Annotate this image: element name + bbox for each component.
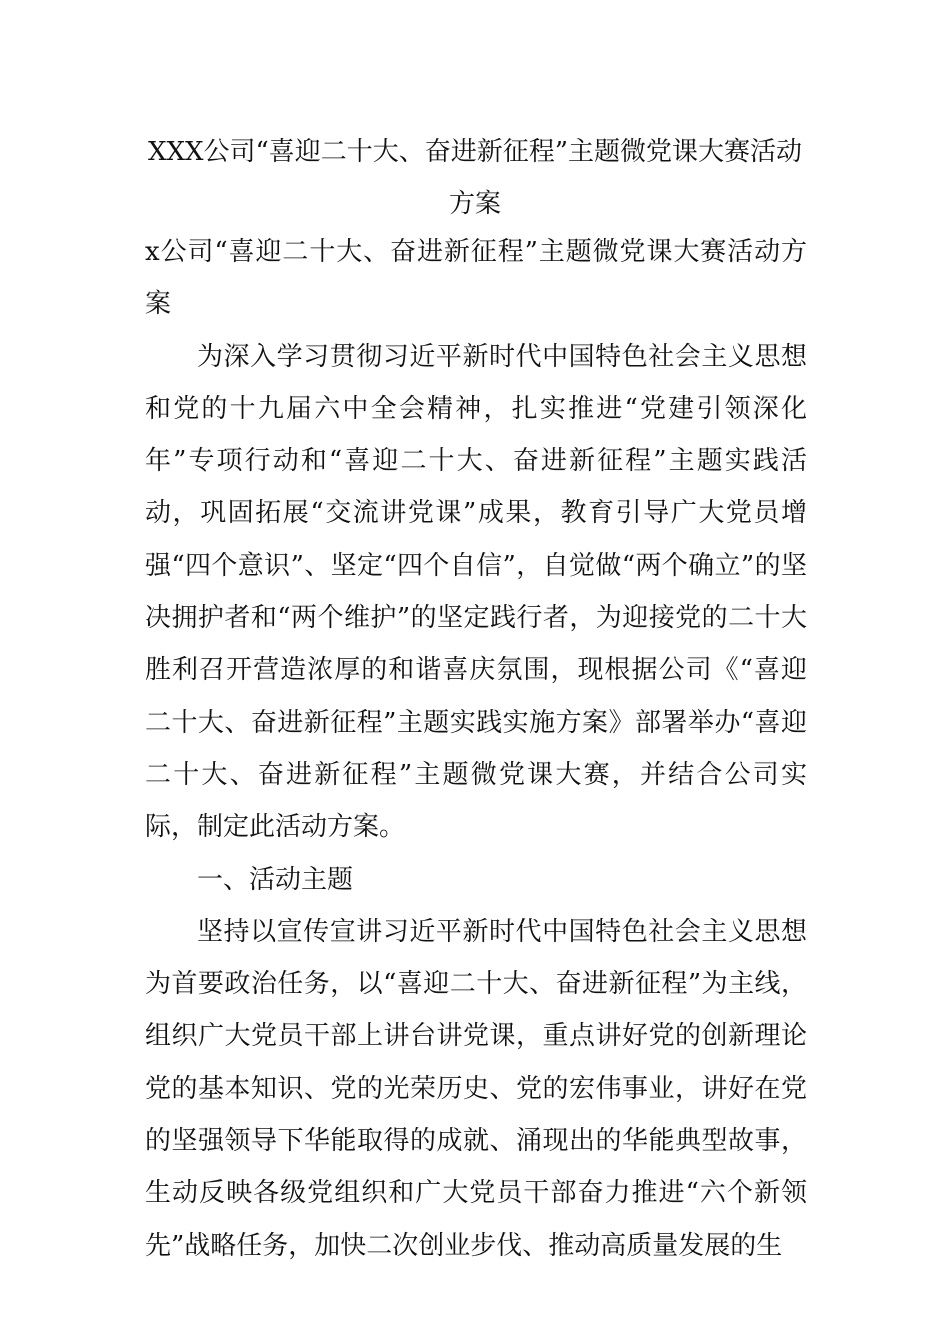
intro-paragraph: 为深入学习贯彻习近平新时代中国特色社会主义思想和党的十九届六中全会精神，扎实推进“党建引领深化年”专项行动和“喜迎二十大、奋进新征程”主题实践活动，巩固拓展“交流讲党课”成果，教育引导广大党员增强“四个意识”、坚定“四个自信”，自觉做“两个确立”的坚决拥护者和“两个维护”的坚定践行者，为迎接党的二十大胜利召开营造浓厚的和谐喜庆氛围，现根据公司《“喜迎二十大、奋进新征程”主题实践实施方案》部署举办“喜迎二十大、奋进新征程”主题微党课大赛，并结合公司实际，制定此活动方案。 [145,341,807,843]
section-paragraph-theme: 坚持以宣传宣讲习近平新时代中国特色社会主义思想为首要政治任务，以“喜迎二十大、奋进新征程”为主线，组织广大党员干部上讲台讲党课，重点讲好党的创新理论党的基本知识、党的光荣历史、党的宏伟事业，讲好在党的坚强领导下华能取得的成就、涌现出的华能典型故事，生动反映各级党组织和广大党员干部奋力推进“六个新领先”战略任务，加快二次创业步伐、推动高质量发展的生 [145,916,807,1261]
section-heading-theme: 一、活动主题 [197,864,354,895]
document-title: XXX公司“喜迎二十大、奋进新征程”主题微党课大赛活动方案 [147,137,803,219]
document-subtitle: x公司“喜迎二十大、奋进新征程”主题微党课大赛活动方案 [145,237,807,320]
document-body [145,226,807,1272]
